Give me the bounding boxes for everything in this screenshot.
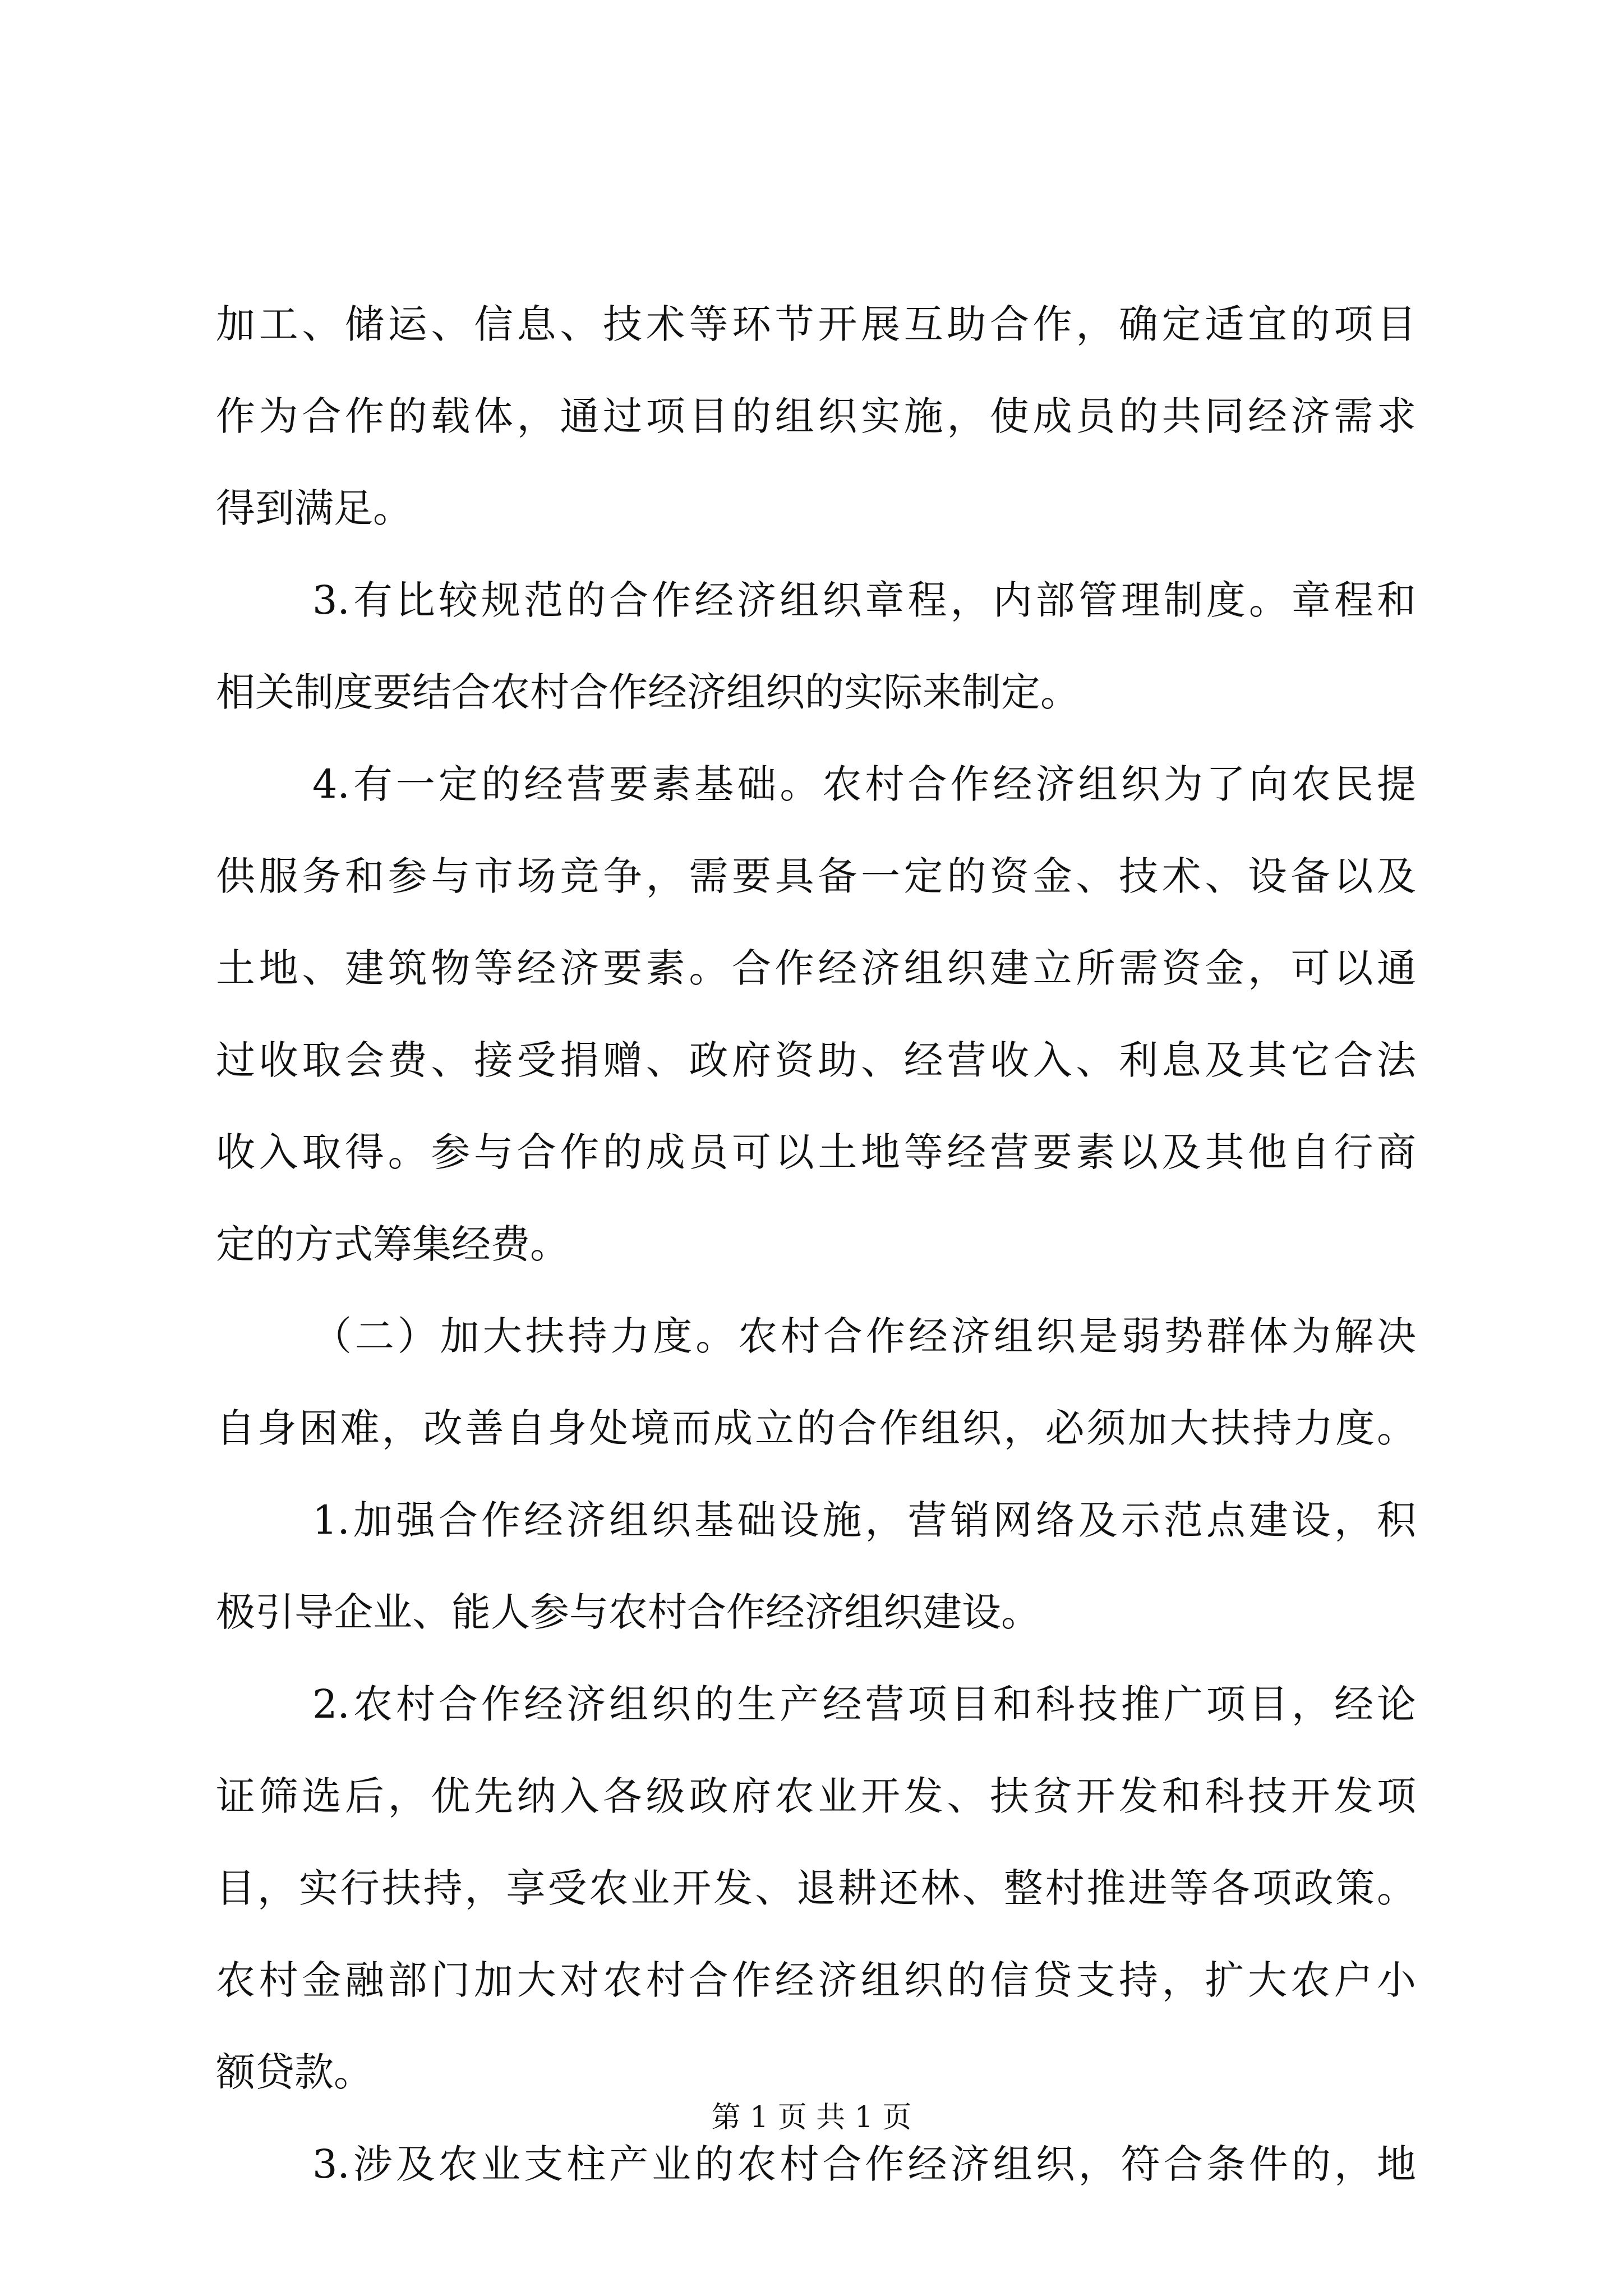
text-line: 额贷款。: [216, 2049, 373, 2095]
text-line: 1.加强合作经济组织基础设施，营销网络及示范点建设，积: [312, 1497, 1416, 1543]
text-line: 收入取得。参与合作的成员可以土地等经营要素以及其他自行商: [216, 1129, 1416, 1175]
text-line: 2.农村合作经济组织的生产经营项目和科技推广项目，经论: [312, 1681, 1416, 1727]
text-line: 3.涉及农业支柱产业的农村合作经济组织，符合条件的，地: [312, 2141, 1416, 2187]
text-line: 自身困难，改善自身处境而成立的合作组织，必须加大扶持力度。: [216, 1405, 1416, 1451]
text-line: （二）加大扶持力度。农村合作经济组织是弱势群体为解决: [312, 1313, 1416, 1359]
text-line: 供服务和参与市场竞争，需要具备一定的资金、技术、设备以及: [216, 853, 1416, 899]
text-line: 目，实行扶持，享受农业开发、退耕还林、整村推进等各项政策。: [216, 1865, 1416, 1911]
text-line: 极引导企业、能人参与农村合作经济组织建设。: [216, 1589, 1040, 1635]
text-line: 土地、建筑物等经济要素。合作经济组织建立所需资金，可以通: [216, 945, 1416, 991]
text-line: 过收取会费、接受捐赠、政府资助、经营收入、利息及其它合法: [216, 1037, 1416, 1083]
text-line: 相关制度要结合农村合作经济组织的实际来制定。: [216, 669, 1080, 715]
text-line: 加工、储运、信息、技术等环节开展互助合作，确定适宜的项目: [216, 301, 1416, 347]
text-line: 作为合作的载体，通过项目的组织实施，使成员的共同经济需求: [216, 393, 1416, 439]
text-line: 4.有一定的经营要素基础。农村合作经济组织为了向农民提: [312, 761, 1416, 807]
document-body: [216, 300, 1416, 2188]
text-line: 农村金融部门加大对农村合作经济组织的信贷支持，扩大农户小: [216, 1957, 1416, 2003]
text-line: 定的方式筹集经费。: [216, 1221, 569, 1267]
text-line: 得到满足。: [216, 485, 412, 531]
page-footer: 第 1 页 共 1 页: [711, 2101, 912, 2134]
text-line: 3.有比较规范的合作经济组织章程，内部管理制度。章程和: [312, 577, 1416, 623]
text-line: 证筛选后，优先纳入各级政府农业开发、扶贫开发和科技开发项: [216, 1773, 1416, 1819]
